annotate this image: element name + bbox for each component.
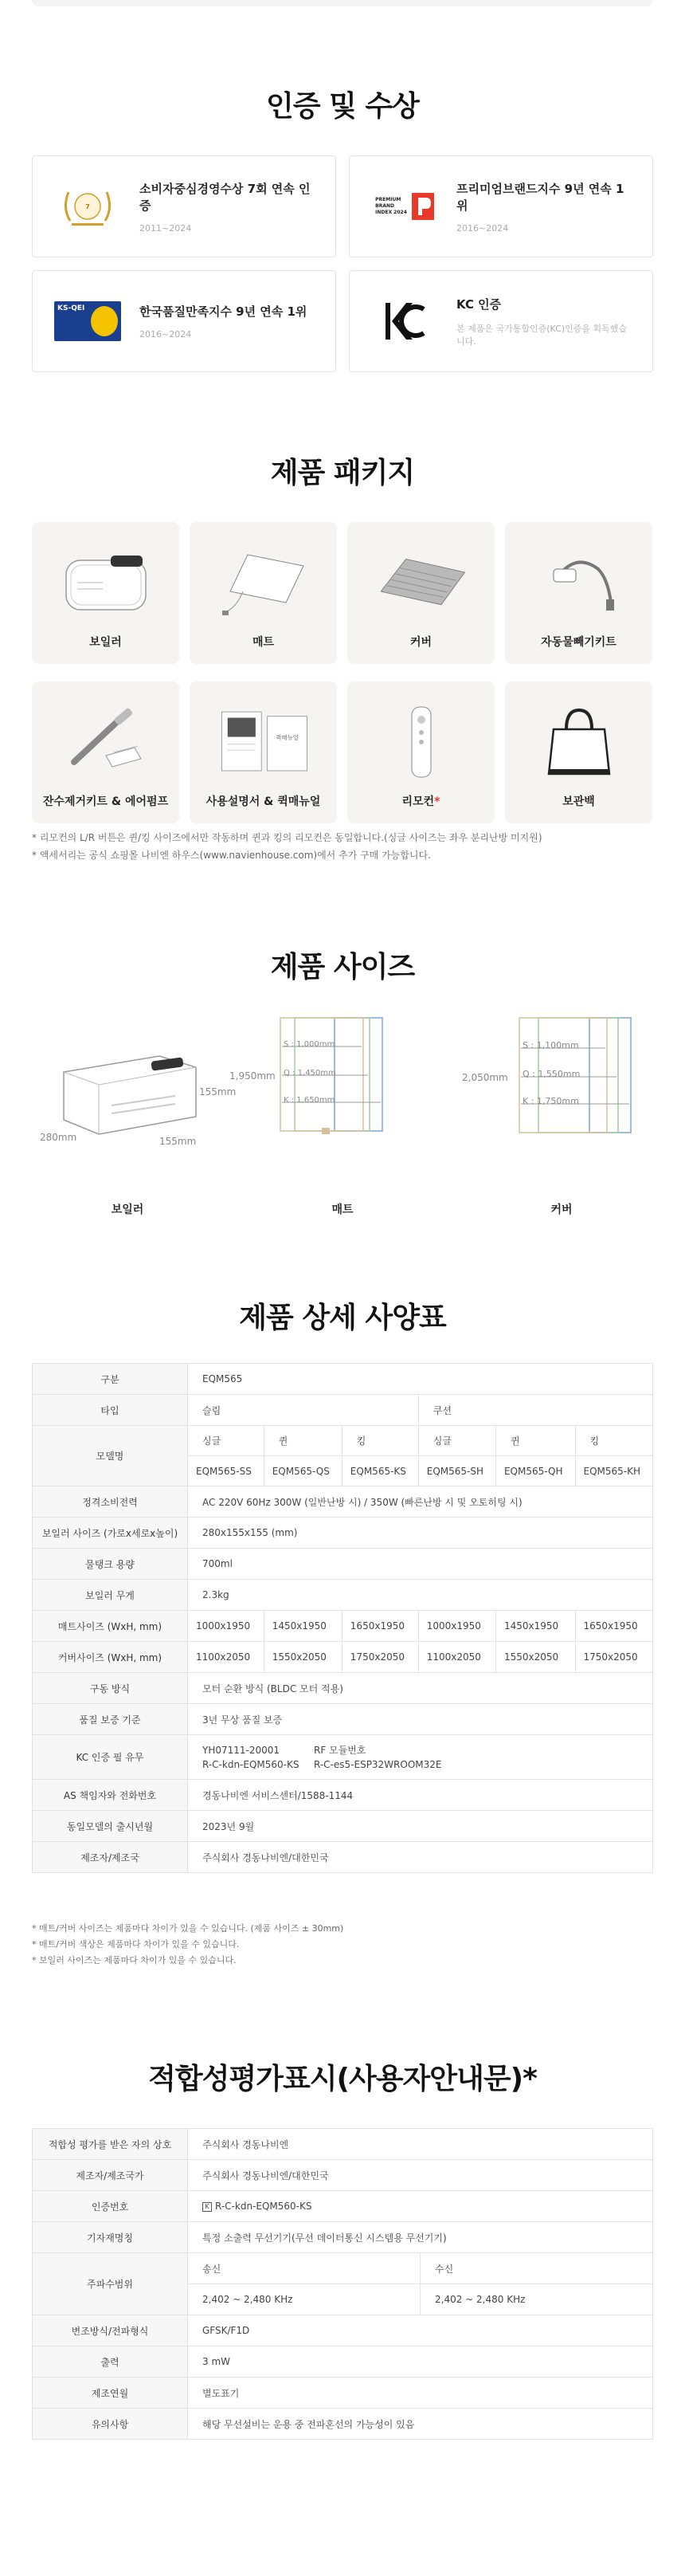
conformity-table [32,2128,653,2440]
table-row: 기자재명칭 특정 소출력 무선기기(무선 데이터통신 시스템용 무선기기) [33,2222,653,2253]
cert-card-ksqei [32,270,336,372]
table-row: 2,402 ~ 2,480 KHz 2,402 ~ 2,480 KHz [33,2284,653,2315]
cert-period: 2016~2024 [139,329,192,340]
cert-title: KC 인증 [456,296,502,312]
table-row: 출력 3 mW [33,2346,653,2378]
package-label: 매트 [252,636,275,649]
cert-title: 프리미엄브랜드지수 9년 연속 1위 [456,181,624,213]
ksqei-logo: KS-QEI [52,297,123,345]
remote-image [374,702,469,782]
cert-title: 소비자중심경영수상 7회 연속 인증 [139,181,311,213]
table-row: 보일러 사이즈 (가로x세로x높이) 280x155x155 (mm) [33,1518,653,1549]
boiler-width-dim: 280mm [40,1132,77,1143]
table-row: 구분 EQM565 [33,1364,653,1395]
table-row: 제조연월 별도표기 [33,2378,653,2409]
spec-notes: * 매트/커버 사이즈는 제품마다 차이가 있을 수 있습니다. (제품 사이즈 ± 30mm) * 매트/커버 색상은 제품마다 차이가 있을 수 있습니다. * 보일러 사이즈는 제품마다 차이가 있을 수 있습니다. [32,1923,344,1965]
package-title: 제품 패키지 [270,457,415,489]
package-label: 커버 [409,636,433,649]
table-row: 커버사이즈 (WxH, mm) 1100x2050 1550x2050 1750x2050 1100x2050 1550x2050 1750x2050 [33,1642,653,1673]
mat-queen-dim: Q : 1,450mm [284,1069,336,1078]
cover-image [374,543,469,622]
package-item-boiler [32,522,179,664]
spec-title: 제품 상세 사양표 [239,1302,446,1334]
table-row: KC 인증 필 유무 YH07111-20001 R-C-kdn-EQM560-KS RF 모듈번호 R-C-es5-ESP32WROOM32E [33,1735,653,1780]
cert-card-premium-brand [349,155,653,257]
cert-period: 본 제품은 국가통합인증(KC)인증을 획득했습니다. [456,323,628,347]
top-strip [32,0,653,6]
size-boiler [40,1016,237,1231]
table-row: 유의사항 해당 무선설비는 운용 중 전파혼선의 가능성이 있음 [33,2409,653,2440]
mat-single-dim: S : 1,000mm [284,1040,335,1049]
size-label: 커버 [550,1204,573,1216]
table-row: 물탱크 용량 700ml [33,1549,653,1580]
package-item-manuals [190,681,337,823]
mat-king-dim: K : 1,650mm [284,1096,335,1105]
table-row: 인증번호 K R-C-kdn-EQM560-KS [33,2191,653,2222]
package-item-cover [347,522,495,664]
package-grid [32,522,653,823]
cert-card-kc [349,270,653,372]
table-row: 보일러 무게 2.3kg [33,1580,653,1611]
drain-kit-image [531,543,627,622]
ccm-award-logo [52,183,123,230]
size-title: 제품 사이즈 [270,951,415,984]
package-label: 리모컨* [401,795,440,808]
size-label: 매트 [331,1204,354,1216]
table-row: 모델명 싱글 퀸 킹 싱글 퀸 킹 [33,1426,653,1456]
size-illustrations [32,1016,653,1231]
manuals-image [216,702,311,782]
certification-grid [32,155,653,372]
boiler-image [58,543,154,622]
size-cover [454,1016,653,1231]
package-label: 자동물빼기키트 [541,636,616,649]
package-label: 보관백 [562,795,595,808]
premium-brand-index-logo: PREMIUM BRAND INDEX 2024 [369,183,440,230]
table-row: 매트사이즈 (WxH, mm) 1000x1950 1450x1950 1650x1950 1000x1950 1450x1950 1650x1950 [33,1611,653,1642]
package-item-mat [190,522,337,664]
package-label: 잔수제거키트 & 에어펌프 [42,795,169,808]
kc-mark-icon: K [202,2202,212,2212]
storage-bag-image [531,702,627,782]
package-item-drain-kit [505,522,652,664]
package-label: 사용설명서 & 퀵매뉴얼 [206,795,321,808]
table-row: 제조자/제조국가 주식회사 경동나비엔/대한민국 [33,2160,653,2191]
kc-mark-icon [369,297,440,345]
package-item-residual-kit [32,681,179,823]
svg-text:퀵매뉴얼: 퀵매뉴얼 [275,734,299,742]
table-row: 품질 보증 기준 3년 무상 품질 보증 [33,1704,653,1735]
package-notes: * 리모컨의 L/R 버튼은 퀸/킹 사이즈에서만 작동하며 퀸과 킹의 리모컨은 동일합니다.(싱글 사이즈는 좌우 분리난방 미지원) * 액세서리는 공식 쇼핑몰 나비엔 하우스(www.navienhouse.com)에서 추가 구매 가능합니다. [32,832,542,861]
table-row: EQM565-SS EQM565-QS EQM565-KS EQM565-SH EQM565-QH EQM565-KH [33,1456,653,1486]
size-mat [229,1016,438,1231]
mat-height-dim: 1,950mm [229,1070,276,1082]
table-row: 제조자/제조국 주식회사 경동나비엔/대한민국 [33,1842,653,1873]
boiler-height-dim: 155mm [199,1086,237,1098]
package-label: 보일러 [89,636,122,649]
table-row: 동일모델의 출시년월 2023년 9월 [33,1811,653,1842]
cover-queen-dim: Q : 1,550mm [523,1069,581,1079]
mat-image [216,543,311,622]
conformity-title: 적합성평가표시(사용자안내문)* [148,2063,537,2095]
boiler-depth-dim: 155mm [159,1136,197,1147]
package-item-storage-bag [505,681,652,823]
certification-title: 인증 및 수상 [266,90,419,123]
table-row: 변조방식/전파형식 GFSK/F1D [33,2315,653,2346]
cover-king-dim: K : 1,750mm [523,1096,579,1106]
residual-kit-image [58,702,154,782]
size-label: 보일러 [111,1204,144,1216]
svg-text:7: 7 [85,203,90,210]
cert-card-ccm [32,155,336,257]
cert-title: 한국품질만족지수 9년 연속 1위 [139,304,307,319]
cover-single-dim: S : 1,100mm [523,1040,579,1050]
table-row: 정격소비전력 AC 220V 60Hz 300W (일반난방 시) / 350W (빠른난방 시 및 오토히팅 시) [33,1486,653,1518]
table-row: AS 책임자와 전화번호 경동나비엔 서비스센터/1588-1144 [33,1780,653,1811]
table-row: 주파수범위 송신 수신 [33,2253,653,2284]
cert-period: 2016~2024 [456,222,509,234]
package-item-remote [347,681,495,823]
table-row: 타입 슬림 쿠션 [33,1395,653,1426]
cert-period: 2011~2024 [139,222,192,234]
cover-height-dim: 2,050mm [462,1072,508,1083]
table-row: 구동 방식 모터 순환 방식 (BLDC 모터 적용) [33,1673,653,1704]
table-row: 적합성 평가를 받은 자의 상호 주식회사 경동나비엔 [33,2129,653,2160]
spec-table [32,1363,653,1873]
